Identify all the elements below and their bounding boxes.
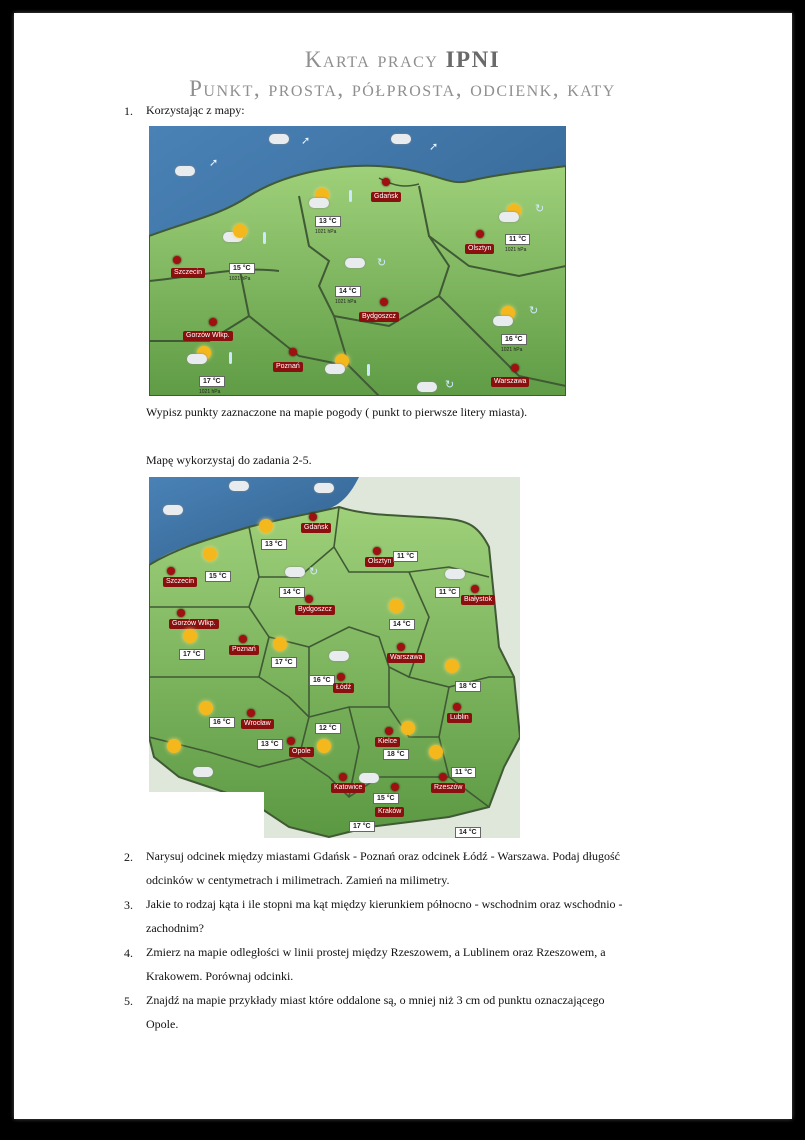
wind-icon: ↻ — [529, 304, 539, 317]
city-dot — [173, 256, 181, 264]
cloud-icon — [269, 134, 289, 144]
city-label: Rzeszów — [431, 783, 465, 793]
temp-label: 16 °C — [209, 717, 235, 728]
city-label: Olsztyn — [465, 244, 494, 254]
pressure-label: 1021 hPa — [315, 229, 337, 235]
sun-icon — [401, 721, 415, 735]
cloud-icon — [285, 567, 305, 577]
pressure-label: 1021 hPa — [501, 347, 523, 353]
city-label: Katowice — [331, 783, 365, 793]
city-dot — [167, 567, 175, 575]
task-1-text: Korzystając z mapy: — [146, 103, 245, 117]
city-dot — [397, 643, 405, 651]
sun-icon — [199, 701, 213, 715]
city-label: Bydgoszcz — [359, 312, 399, 322]
city-label: Gorzów Wlkp. — [169, 619, 219, 629]
task-5-number: 5. — [124, 994, 133, 1008]
thermometer-icon — [229, 352, 232, 364]
instruction-1: Wypisz punkty zaznaczone na mapie pogody ( punkt to pierwsze litery miasta). — [146, 405, 528, 419]
wind-icon: ↻ — [445, 378, 455, 391]
pressure-label: 1021 hPa — [505, 247, 527, 253]
cloud-icon — [391, 134, 411, 144]
temp-label: 13 °C — [315, 216, 341, 227]
city-dot — [380, 298, 388, 306]
city-label: Łódź — [333, 683, 354, 693]
city-label: Olsztyn — [365, 557, 394, 567]
task-2-line-2: odcinków w centymetrach i milimetrach. Zamień na milimetry. — [146, 873, 450, 887]
task-4-number: 4. — [124, 946, 133, 960]
sun-icon — [273, 637, 287, 651]
task-2-number: 2. — [124, 850, 133, 864]
cloud-icon — [163, 505, 183, 515]
task-2-line-1: Narysuj odcinek między miastami Gdańsk - Poznań oraz odcinek Łódź - Warszawa. Podaj długość — [146, 849, 621, 863]
city-dot — [337, 673, 345, 681]
thermometer-icon — [263, 232, 266, 244]
city-label: Gorzów Wlkp. — [183, 331, 233, 341]
city-dot — [476, 230, 484, 238]
sun-icon — [445, 659, 459, 673]
city-label: Szczecin — [171, 268, 205, 278]
cloud-icon — [175, 166, 195, 176]
temp-label: 18 °C — [383, 749, 409, 760]
temp-label: 17 °C — [199, 376, 225, 387]
city-dot — [247, 709, 255, 717]
city-dot — [439, 773, 447, 781]
temp-label: 14 °C — [335, 286, 361, 297]
pressure-label: 1021 hPa — [335, 299, 357, 305]
sun-icon — [203, 547, 217, 561]
cloud-icon — [359, 773, 379, 783]
sun-icon — [233, 224, 247, 238]
temp-label: 11 °C — [505, 234, 530, 245]
city-label: Białystok — [461, 595, 495, 605]
title-line-2: Punkt, prosta, półprosta, odcienk, katy — [189, 76, 616, 101]
city-dot — [177, 609, 185, 617]
temp-label: 16 °C — [501, 334, 527, 345]
temp-label: 11 °C — [393, 551, 418, 562]
sun-icon — [317, 739, 331, 753]
city-label: Gdańsk — [371, 192, 401, 202]
title-line-1: Karta pracy IPNI — [304, 47, 501, 72]
task-3-line-1: Jakie to rodzaj kąta i ile stopni ma kąt między kierunkiem północno - wschodnim oraz wschodnio - — [146, 897, 623, 911]
city-dot — [385, 727, 393, 735]
temp-label: 14 °C — [279, 587, 305, 598]
temp-label: 11 °C — [451, 767, 476, 778]
city-label: Opole — [289, 747, 314, 757]
task-4-line-2: Krakowem. Porównaj odcinki. — [146, 969, 294, 983]
temp-label: 17 °C — [179, 649, 205, 660]
sun-icon — [259, 519, 273, 533]
pressure-label: 1021 hPa — [199, 389, 221, 395]
wind-icon: ➚ — [301, 134, 311, 147]
thermometer-icon — [367, 364, 370, 376]
cloud-icon — [309, 198, 329, 208]
cloud-icon — [499, 212, 519, 222]
temp-label: 15 °C — [373, 793, 399, 804]
wind-icon: ➚ — [209, 156, 219, 169]
city-dot — [287, 737, 295, 745]
pressure-label: 1021 hPa — [229, 276, 251, 282]
temp-label: 17 °C — [349, 821, 375, 832]
temp-label: 13 °C — [257, 739, 283, 750]
wind-icon: ↻ — [535, 202, 545, 215]
thermometer-icon — [349, 190, 352, 202]
instruction-2: Mapę wykorzystaj do zadania 2-5. — [146, 453, 312, 467]
city-dot — [339, 773, 347, 781]
cloud-icon — [193, 767, 213, 777]
city-label: Warszawa — [491, 377, 529, 387]
city-dot — [239, 635, 247, 643]
cloud-icon — [314, 483, 334, 493]
city-dot — [305, 595, 313, 603]
cloud-icon — [345, 258, 365, 268]
temp-label: 18 °C — [455, 681, 481, 692]
wind-icon: ↻ — [309, 565, 319, 578]
temp-label: 13 °C — [261, 539, 287, 550]
city-label: Szczecin — [163, 577, 197, 587]
temp-label: 11 °C — [435, 587, 460, 598]
cloud-icon — [445, 569, 465, 579]
city-label: Kielce — [375, 737, 400, 747]
city-label: Poznań — [229, 645, 259, 655]
wind-icon: ↻ — [377, 256, 387, 269]
city-label: Bydgoszcz — [295, 605, 335, 615]
task-1-number: 1. — [124, 104, 133, 118]
cloud-icon — [187, 354, 207, 364]
cloud-icon — [229, 481, 249, 491]
cloud-icon — [417, 382, 437, 392]
task-4-line-1: Zmierz na mapie odległości w linii prostej między Rzeszowem, a Lublinem oraz Rzeszowem, a — [146, 945, 606, 959]
task-5-line-1: Znajdź na mapie przykłady miast które oddalone są, o mniej niż 3 cm od punktu oznaczającego — [146, 993, 605, 1007]
temp-label: 14 °C — [455, 827, 481, 838]
city-dot — [373, 547, 381, 555]
city-label: Warszawa — [387, 653, 425, 663]
cloud-icon — [325, 364, 345, 374]
city-dot — [309, 513, 317, 521]
cloud-icon — [329, 651, 349, 661]
city-label: Kraków — [375, 807, 404, 817]
city-dot — [209, 318, 217, 326]
wind-icon: ➚ — [429, 140, 439, 153]
city-dot — [289, 348, 297, 356]
city-dot — [382, 178, 390, 186]
cloud-icon — [493, 316, 513, 326]
city-label: Wrocław — [241, 719, 274, 729]
city-dot — [453, 703, 461, 711]
temp-label: 17 °C — [271, 657, 297, 668]
weather-map-1 — [149, 126, 566, 396]
sun-icon — [183, 629, 197, 643]
temp-label: 15 °C — [229, 263, 255, 274]
temp-label: 14 °C — [389, 619, 415, 630]
weather-map-2 — [149, 477, 520, 838]
temp-label: 16 °C — [309, 675, 335, 686]
task-3-line-2: zachodnim? — [146, 921, 204, 935]
city-dot — [391, 783, 399, 791]
temp-label: 15 °C — [205, 571, 231, 582]
city-dot — [511, 364, 519, 372]
city-label: Poznań — [273, 362, 303, 372]
sun-icon — [167, 739, 181, 753]
task-5-line-2: Opole. — [146, 1017, 179, 1031]
city-dot — [471, 585, 479, 593]
city-label: Lublin — [447, 713, 472, 723]
sun-icon — [389, 599, 403, 613]
city-label: Gdańsk — [301, 523, 331, 533]
sun-icon — [429, 745, 443, 759]
temp-label: 12 °C — [315, 723, 341, 734]
task-3-number: 3. — [124, 898, 133, 912]
